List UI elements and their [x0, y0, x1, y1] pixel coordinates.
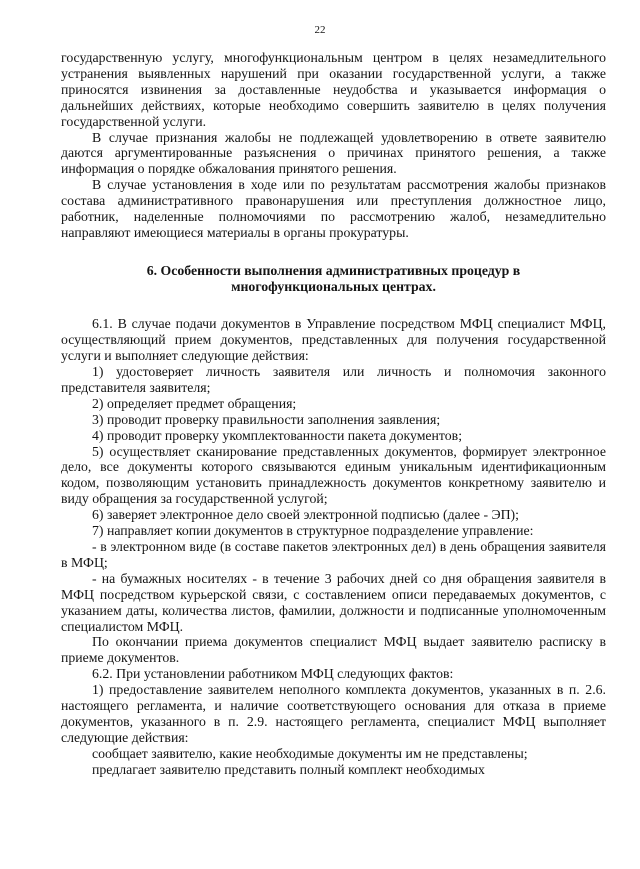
- list-item: 3) проводит проверку правильности заполнения заявления;: [92, 411, 441, 427]
- list-item: 6) заверяет электронное дело своей электронной подписью (далее - ЭП);: [92, 507, 519, 523]
- section-heading-line: 6. Особенности выполнения административных процедур в: [146, 262, 521, 278]
- paragraph: В случае признания жалобы не подлежащей удовлетворению в ответе заявителю даются аргументированные разъяснения о причинах принятого решения, а также информация о порядке обжалования принятого решения.: [61, 129, 606, 177]
- paragraph: В случае установления в ходе или по результатам рассмотрения жалобы признаков состава административного правонарушения или преступления должностное лицо, работник, наделенные полномочиями по рассмотрению жалоб, незамедлительно направляют имеющиеся материалы в органы прокуратуры.: [61, 177, 606, 240]
- list-item: 5) осуществляет сканирование представленных документов, формирует электронное дело, все документы которого связываются единым уникальным идентификационным кодом, позволяющим установить принадлежность документов конкретному заявителю и виду обращения за государственной услугой;: [61, 443, 606, 507]
- list-item: - в электронном виде (в составе пакетов электронных дел) в день обращения заявителя в МФЦ;: [61, 538, 606, 570]
- page-number: 22: [314, 24, 326, 36]
- section-heading-line: многофункциональных центрах.: [231, 279, 436, 295]
- paragraph: 6.2. При установлении работником МФЦ следующих фактов:: [92, 666, 454, 682]
- page-body: [61, 50, 606, 778]
- paragraph: По окончании приема документов специалист МФЦ выдает заявителю расписку в приеме документов.: [61, 634, 606, 666]
- list-item: 4) проводит проверку укомплектованности пакета документов;: [92, 427, 463, 443]
- paragraph: государственную услугу, многофункциональным центром в целях незамедлительного устранения выявленных нарушений при оказании государственной услуги, а также приносятся извинения за доставленные неудобства и указывается информация о дальнейших действиях, которые необходимо совершить заявителю в целях получения государственной услуги.: [61, 50, 606, 129]
- list-item: сообщает заявителю, какие необходимые документы им не представлены;: [92, 745, 528, 761]
- paragraph: 6.1. В случае подачи документов в Управление посредством МФЦ специалист МФЦ, осуществляющий прием документов, представленных для получения государственной услуги и выполняет следующие действия:: [61, 316, 606, 364]
- list-item: 1) удостоверяет личность заявителя или личность и полномочия законного представителя заявителя;: [61, 364, 606, 395]
- section-heading: [61, 263, 606, 295]
- list-item: 7) направляет копии документов в структурное подразделение управление:: [92, 523, 534, 539]
- list-item: - на бумажных носителях - в течение 3 рабочих дней со дня обращения заявителя в МФЦ посредством курьерской связи, с составлением описи передаваемых документов, с указанием даты, количества листов, фамилии, должности и подписанные уполномоченным специалистом МФЦ.: [61, 570, 606, 634]
- list-item: предлагает заявителю представить полный комплект необходимых: [92, 761, 485, 777]
- list-item: 1) предоставление заявителем неполного комплекта документов, указанных в п. 2.6. настоящего регламента, и наличие соответствующего основания для отказа в приеме документов, указанного в п. 2.9. настоящего регламента, специалист МФЦ выполняет следующие действия:: [61, 682, 606, 745]
- list-item: 2) определяет предмет обращения;: [92, 395, 297, 411]
